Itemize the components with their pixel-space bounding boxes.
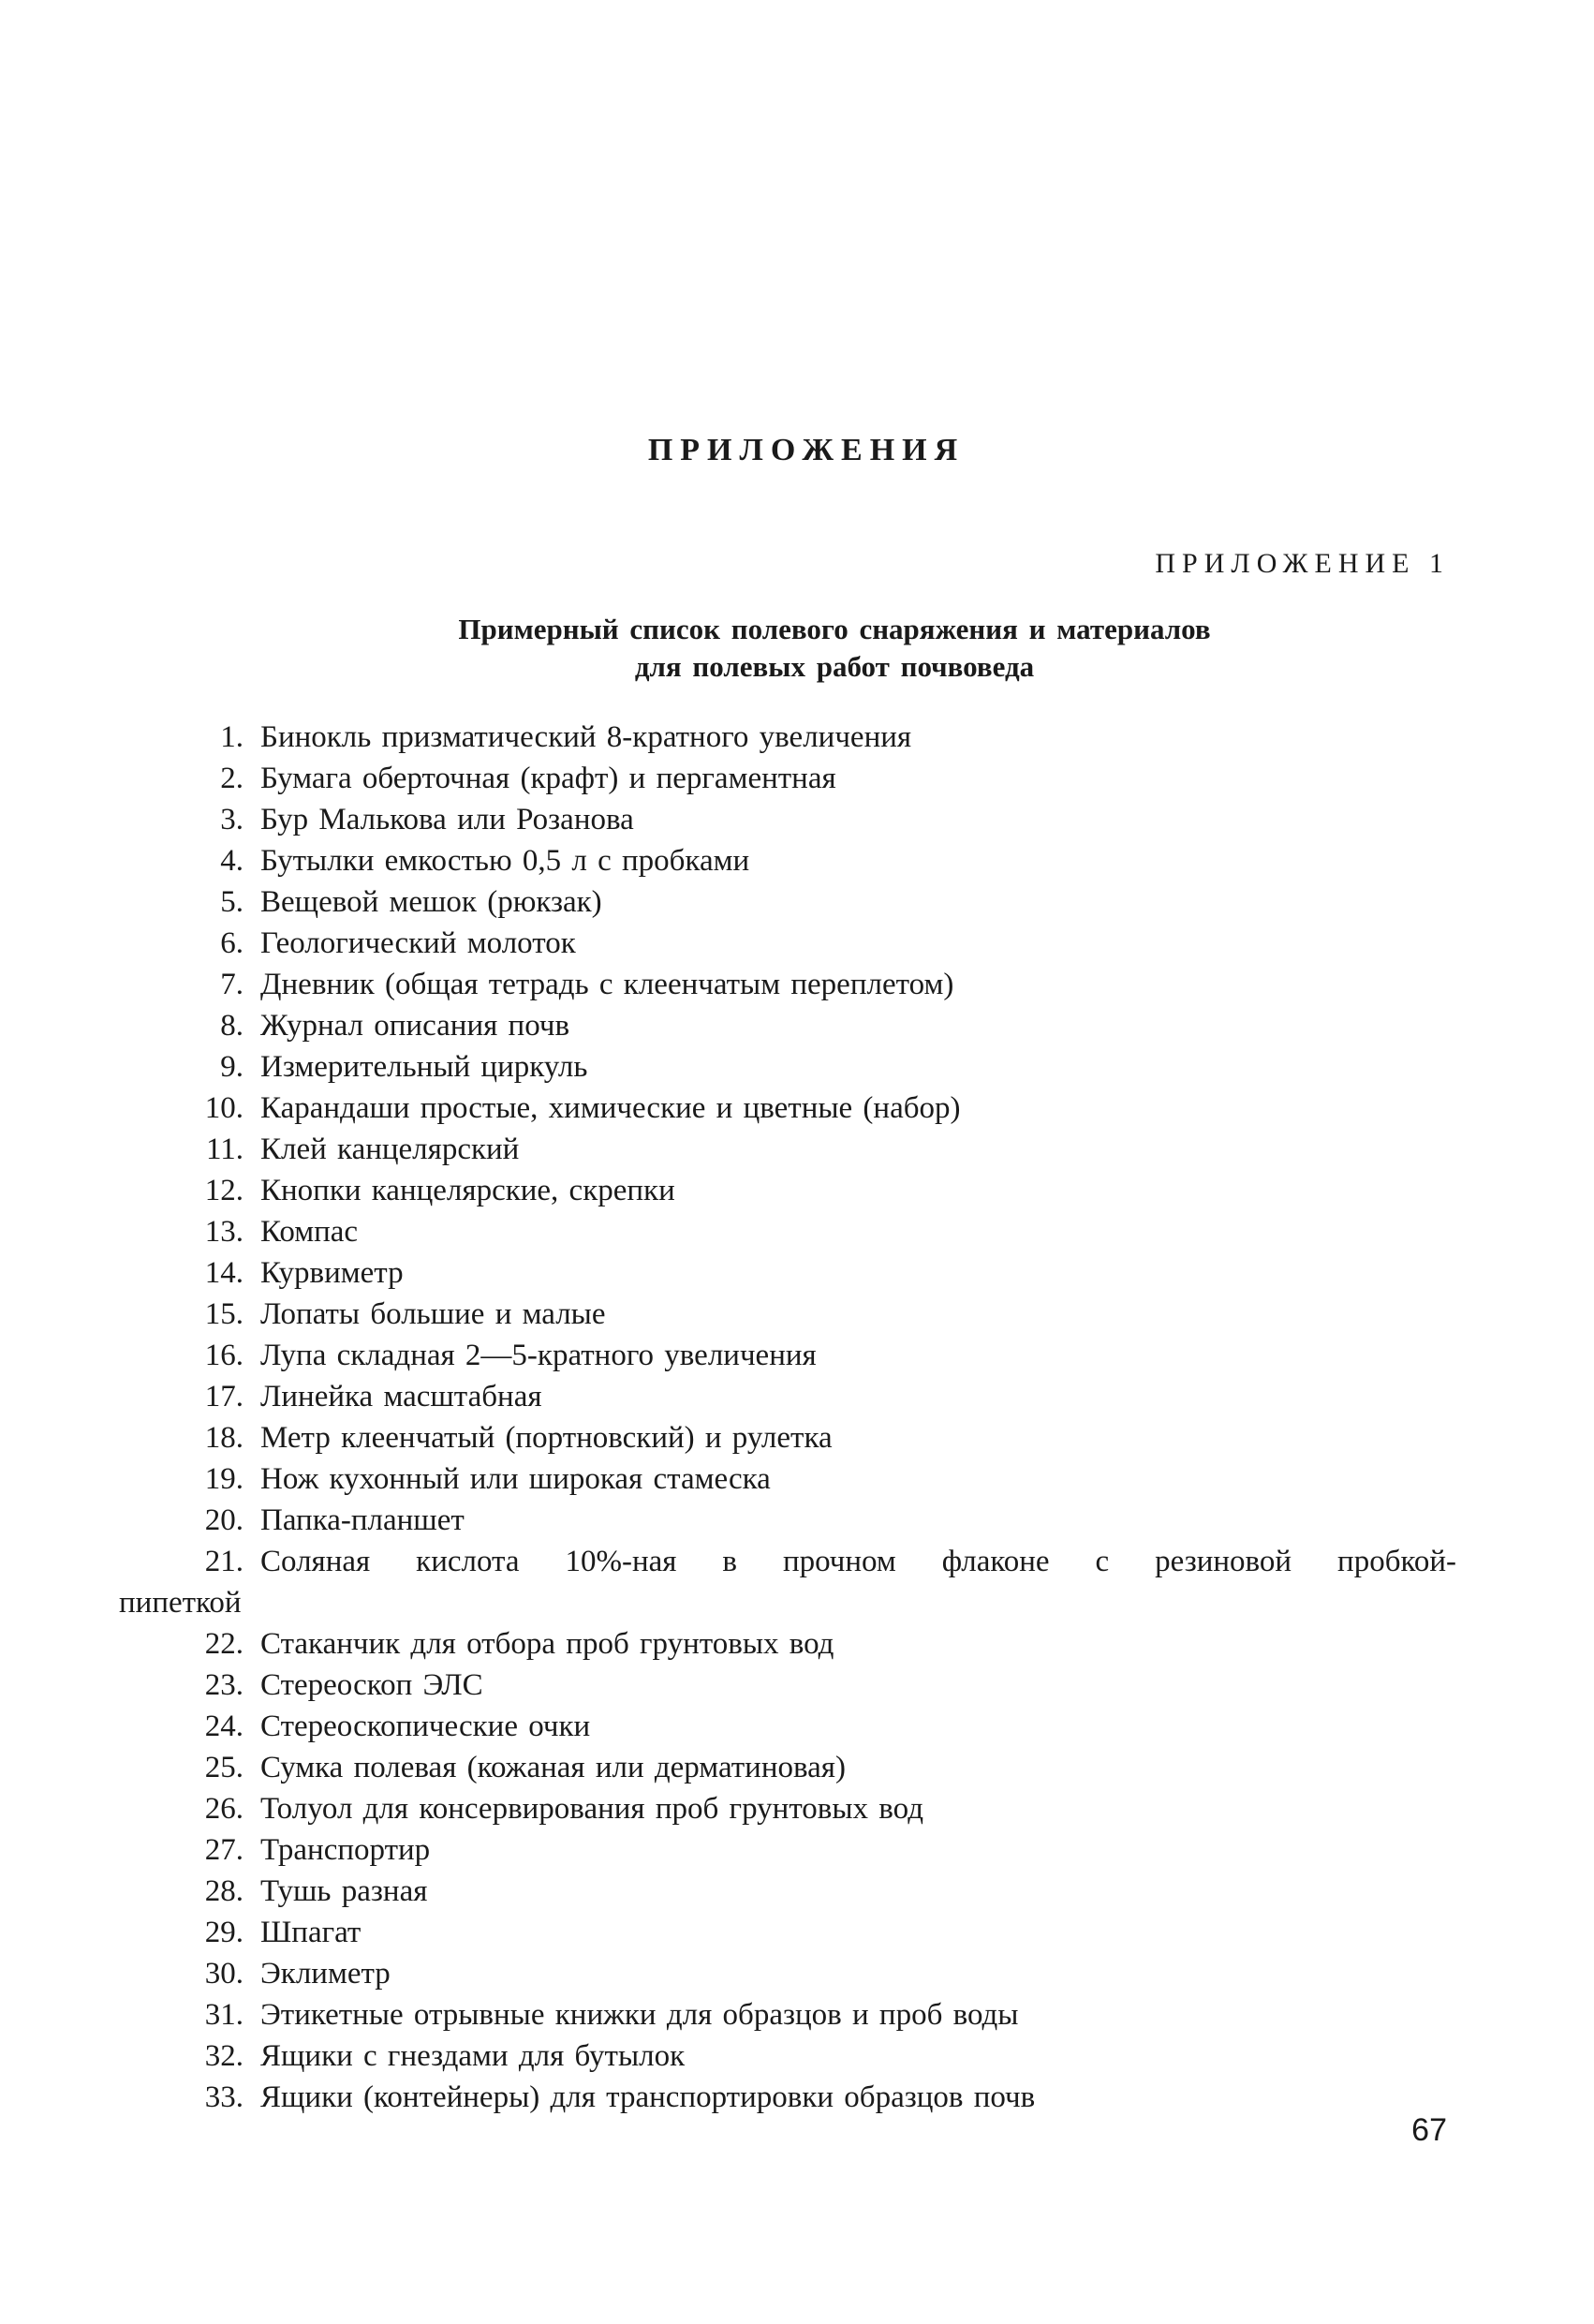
item-text: Карандаши простые, химические и цветные (набор) [260, 1091, 961, 1125]
item-text: Журнал описания почв [260, 1009, 570, 1043]
item-number: 18. [204, 1421, 244, 1455]
item-text: Бумага оберточная (крафт) и пергаментная [260, 762, 836, 795]
item-text: Стереоскопические очки [260, 1710, 591, 1743]
item-text: Папка-планшет [260, 1503, 465, 1537]
item-number: 28. [204, 1874, 244, 1908]
item-number: 30. [204, 1957, 244, 1991]
list-item [122, 717, 1456, 758]
item-number: 26. [204, 1792, 244, 1826]
item-text: Бутылки емкостью 0,5 л с пробками [260, 844, 750, 878]
item-text: Толуол для консервирования проб грунтовых вод [260, 1792, 923, 1826]
item-text: Эклиметр [260, 1957, 391, 1991]
item-text: Бур Малькова или Розанова [260, 803, 634, 836]
list-item [122, 1335, 1456, 1376]
item-number: 2. [220, 762, 244, 795]
item-text: Вещевой мешок (рюкзак) [260, 885, 602, 919]
list-item [122, 1788, 1456, 1829]
section-title: ПРИЛОЖЕНИЯ [647, 433, 966, 467]
item-number: 1. [220, 720, 244, 754]
item-number: 10. [204, 1091, 244, 1125]
list-item [122, 2077, 1456, 2118]
equipment-list [119, 717, 1456, 2118]
item-text: Дневник (общая тетрадь с клеенчатым переплетом) [260, 968, 954, 1001]
list-item [122, 1417, 1456, 1458]
item-number: 15. [204, 1297, 244, 1331]
list-item [122, 1129, 1456, 1170]
appendix-label: ПРИЛОЖЕНИЕ 1 [1155, 548, 1450, 579]
item-number: 25. [204, 1751, 244, 1784]
item-number: 16. [204, 1339, 244, 1372]
item-text: Стаканчик для отбора проб грунтовых вод [260, 1627, 834, 1661]
list-item [122, 881, 1456, 923]
list-item [122, 1706, 1456, 1747]
item-number: 5. [220, 885, 244, 919]
item-text: Шпагат [260, 1916, 362, 1949]
item-number: 22. [204, 1627, 244, 1661]
list-item [122, 1994, 1456, 2035]
item-text: Линейка масштабная [260, 1380, 542, 1414]
list-item [122, 923, 1456, 964]
item-number: 11. [205, 1132, 244, 1166]
item-text-continuation: пипеткой [119, 1586, 242, 1620]
item-number: 12. [204, 1174, 244, 1207]
item-text: Измерительный циркуль [260, 1050, 588, 1084]
item-number: 21. [204, 1545, 244, 1578]
item-text: Тушь разная [260, 1874, 428, 1908]
item-text: Лупа складная 2—5-кратного увеличения [260, 1339, 817, 1372]
item-number: 33. [204, 2080, 244, 2114]
list-item [122, 1046, 1456, 1088]
item-number: 4. [220, 844, 244, 878]
item-number: 17. [204, 1380, 244, 1414]
list-item [122, 1500, 1456, 1541]
item-number: 13. [204, 1215, 244, 1249]
item-number: 20. [204, 1503, 244, 1537]
item-text: Нож кухонный или широкая стамеска [260, 1462, 771, 1496]
item-number: 7. [220, 968, 244, 1001]
item-text: Кнопки канцелярские, скрепки [260, 1174, 675, 1207]
item-number: 32. [204, 2039, 244, 2073]
page-number: 67 [1411, 2112, 1447, 2148]
item-text: Ящики с гнездами для бутылок [260, 2039, 686, 2073]
item-number: 8. [220, 1009, 244, 1043]
list-item [122, 1170, 1456, 1211]
list-item [122, 1871, 1456, 1912]
item-text: Соляная кислота 10%-ная в прочном флаконе с резиновой пробкой- [260, 1545, 1456, 1578]
list-item [122, 964, 1456, 1005]
item-text: Стереоскоп ЭЛС [260, 1668, 483, 1702]
list-item [122, 1211, 1456, 1252]
list-item [122, 2035, 1456, 2077]
item-text: Этикетные отрывные книжки для образцов и проб воды [260, 1998, 1019, 2032]
item-number: 14. [204, 1256, 244, 1290]
item-number: 24. [204, 1710, 244, 1743]
item-text: Бинокль призматический 8-кратного увеличения [260, 720, 912, 754]
list-item [122, 758, 1456, 799]
list-item [122, 840, 1456, 881]
list-item [122, 1005, 1456, 1046]
item-number: 6. [220, 926, 244, 960]
list-item [122, 1252, 1456, 1294]
list-item [122, 1458, 1456, 1500]
list-item [122, 1623, 1456, 1665]
item-number: 29. [204, 1916, 244, 1949]
item-number: 31. [204, 1998, 244, 2032]
list-heading-line-2: для полевых работ почвоведа [634, 650, 1035, 683]
list-item [122, 1747, 1456, 1788]
item-text: Курвиметр [260, 1256, 404, 1290]
list-item [122, 1953, 1456, 1994]
list-item [119, 1541, 1456, 1623]
list-item [122, 1912, 1456, 1953]
item-text: Метр клеенчатый (портновский) и рулетка [260, 1421, 833, 1455]
item-number: 19. [204, 1462, 244, 1496]
item-text: Ящики (контейнеры) для транспортировки образцов почв [260, 2080, 1036, 2114]
list-item [122, 1294, 1456, 1335]
item-text: Лопаты большие и малые [260, 1297, 606, 1331]
item-text: Транспортир [260, 1833, 431, 1867]
item-text: Компас [260, 1215, 359, 1249]
item-number: 23. [204, 1668, 244, 1702]
item-text: Клей канцелярский [260, 1132, 520, 1166]
item-number: 27. [204, 1833, 244, 1867]
item-number: 3. [220, 803, 244, 836]
list-item [122, 1665, 1456, 1706]
list-heading [0, 611, 1594, 686]
list-item [122, 1088, 1456, 1129]
list-heading-line-1: Примерный список полевого снаряжения и материалов [458, 613, 1211, 645]
item-number: 9. [220, 1050, 244, 1084]
item-text: Сумка полевая (кожаная или дерматиновая) [260, 1751, 846, 1784]
list-item [122, 799, 1456, 840]
list-item [122, 1829, 1456, 1871]
list-item [122, 1376, 1456, 1417]
item-text: Геологический молоток [260, 926, 576, 960]
